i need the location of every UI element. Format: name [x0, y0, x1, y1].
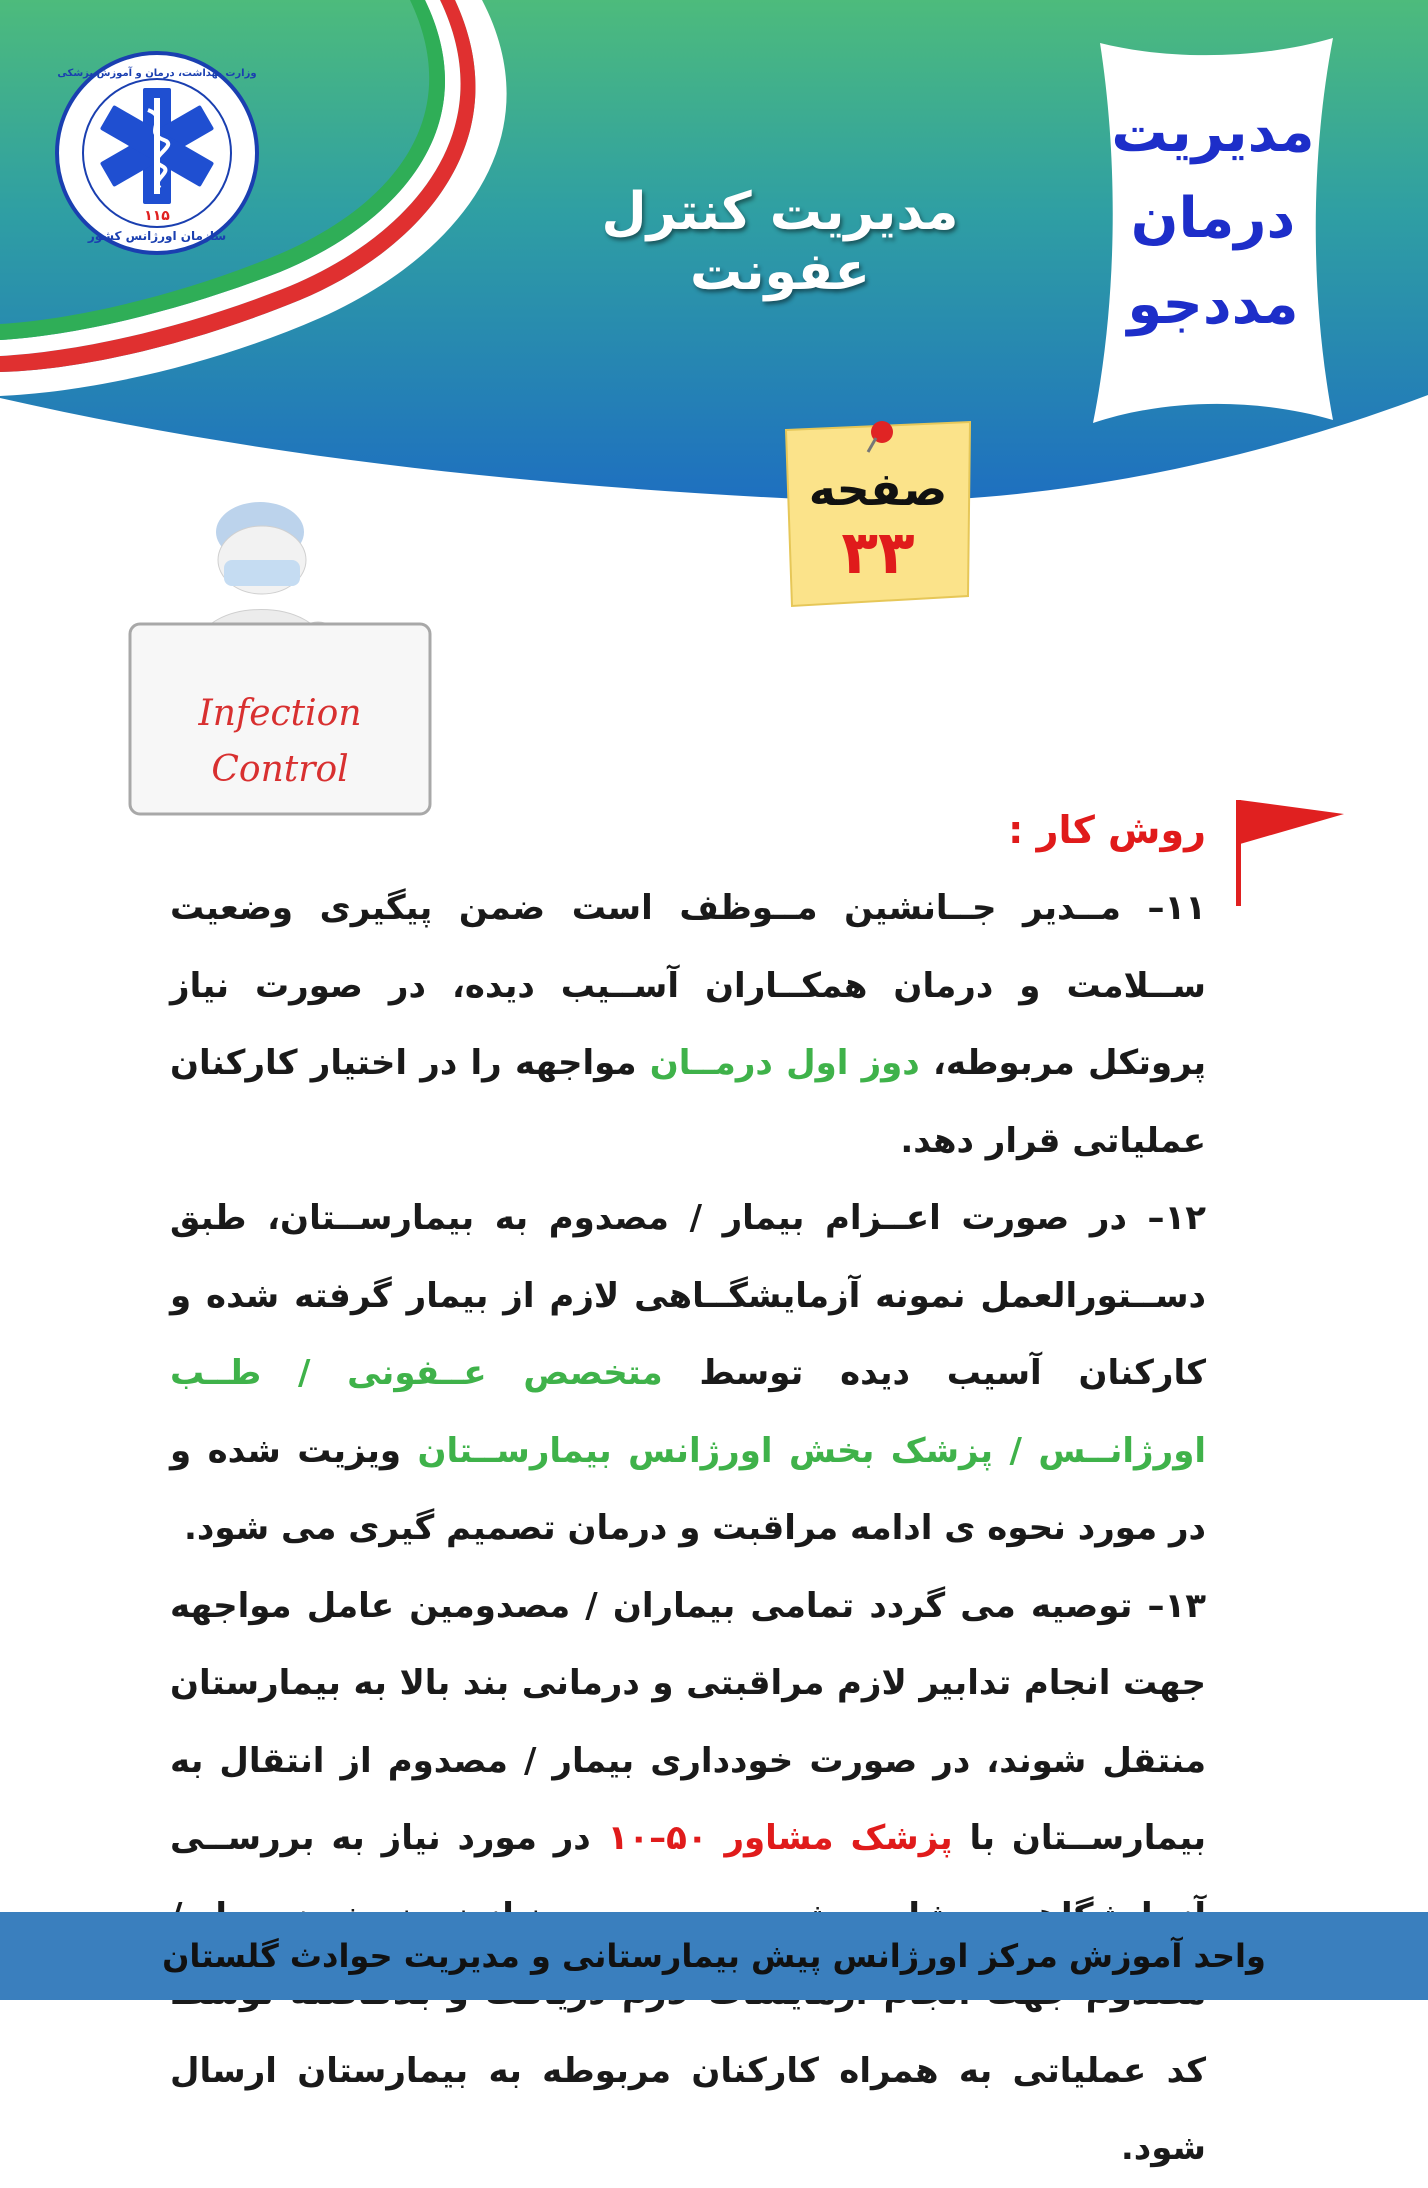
banner-line-1: مدیریت	[1111, 100, 1315, 165]
svg-text:وزارت بهداشت، درمان و آموزش پز: وزارت بهداشت، درمان و آموزش پزشکی	[57, 68, 257, 79]
item-11-text-a: ۱۱– مــدیر جــانشین مــوظف است ضمن پیگیری وضعیت ســلامت و درمان همکــاران آســیب دیده، در صورت نیاز پروتکل مربوطه،	[170, 888, 1206, 1083]
procedure-heading: روش کار :	[1008, 808, 1206, 852]
footer-text: واحد آموزش مرکز اورژانس پیش بیمارستانی و مدیریت حوادث گلستان	[162, 1937, 1266, 1975]
procedure-item-12	[170, 1180, 1206, 1568]
svg-text:سازمان اورژانس کشور: سازمان اورژانس کشور	[87, 229, 227, 243]
item-13-highlight: پزشک مشاور ۵۰–۱۰	[607, 1818, 953, 1858]
item-11-highlight: دوز اول درمــان	[649, 1043, 920, 1083]
sign-line-1: Infection	[198, 693, 362, 734]
infection-control-sign	[140, 686, 420, 798]
page-number: ۳۳	[841, 518, 915, 588]
procedure-item-13	[170, 1568, 1206, 2188]
sign-line-2: Control	[211, 749, 349, 790]
star-of-life-icon	[52, 48, 262, 258]
procedure-item-11	[170, 870, 1206, 1180]
item-11-text-b: مواجهه را در اختیار کارکنان عملیاتی قرار دهد.	[170, 1043, 1206, 1161]
banner-line-2: درمان	[1130, 186, 1296, 251]
page-label: صفحه	[808, 462, 948, 516]
item-13-text-a: ۱۳– توصیه می گردد تمامی بیماران / مصدومین عامل مواجهه جهت انجام تدابیر لازم مراقبتی و درمانی بند بالا به بیمارستان منتقل شوند، در صورت خودداری بیمار / مصدوم از انتقال به بیمارســتان با	[170, 1585, 1206, 1858]
item-12-text-a: ۱۲– در صورت اعــزام بیمار / مصدوم به بیمارســتان، طبق دســتورالعمل نمونه آزمایشگــاهی لازم از بیمار گرفته شده و کارکنان آسیب دیده توسط	[170, 1198, 1206, 1393]
item-12-text-b: ویزیت شده و در مورد نحوه ی ادامه مراقبت و درمان تصمیم گیری می شود.	[170, 1430, 1206, 1548]
footer	[0, 1912, 1428, 2000]
svg-text:۱۱۵: ۱۱۵	[144, 208, 170, 224]
header-title: مدیریت کنترل عفونت	[601, 182, 959, 302]
banner-line-3: مددجو	[1127, 272, 1299, 337]
item-12-highlight: متخصص عــفونی / طــب اورژانــس / پزشک بخش اورژانس بیمارســتان	[170, 1353, 1206, 1471]
banner-text	[1088, 90, 1338, 348]
red-flag-icon	[1226, 778, 1346, 908]
emergency-logo	[52, 48, 262, 258]
flag-icon	[1226, 778, 1346, 908]
item-13-text-b: در مورد نیاز به بررســی کد عملیاتی به همراه کارکنان مربوطه به بیمارستان ارسال شود.	[170, 1818, 1206, 2168]
